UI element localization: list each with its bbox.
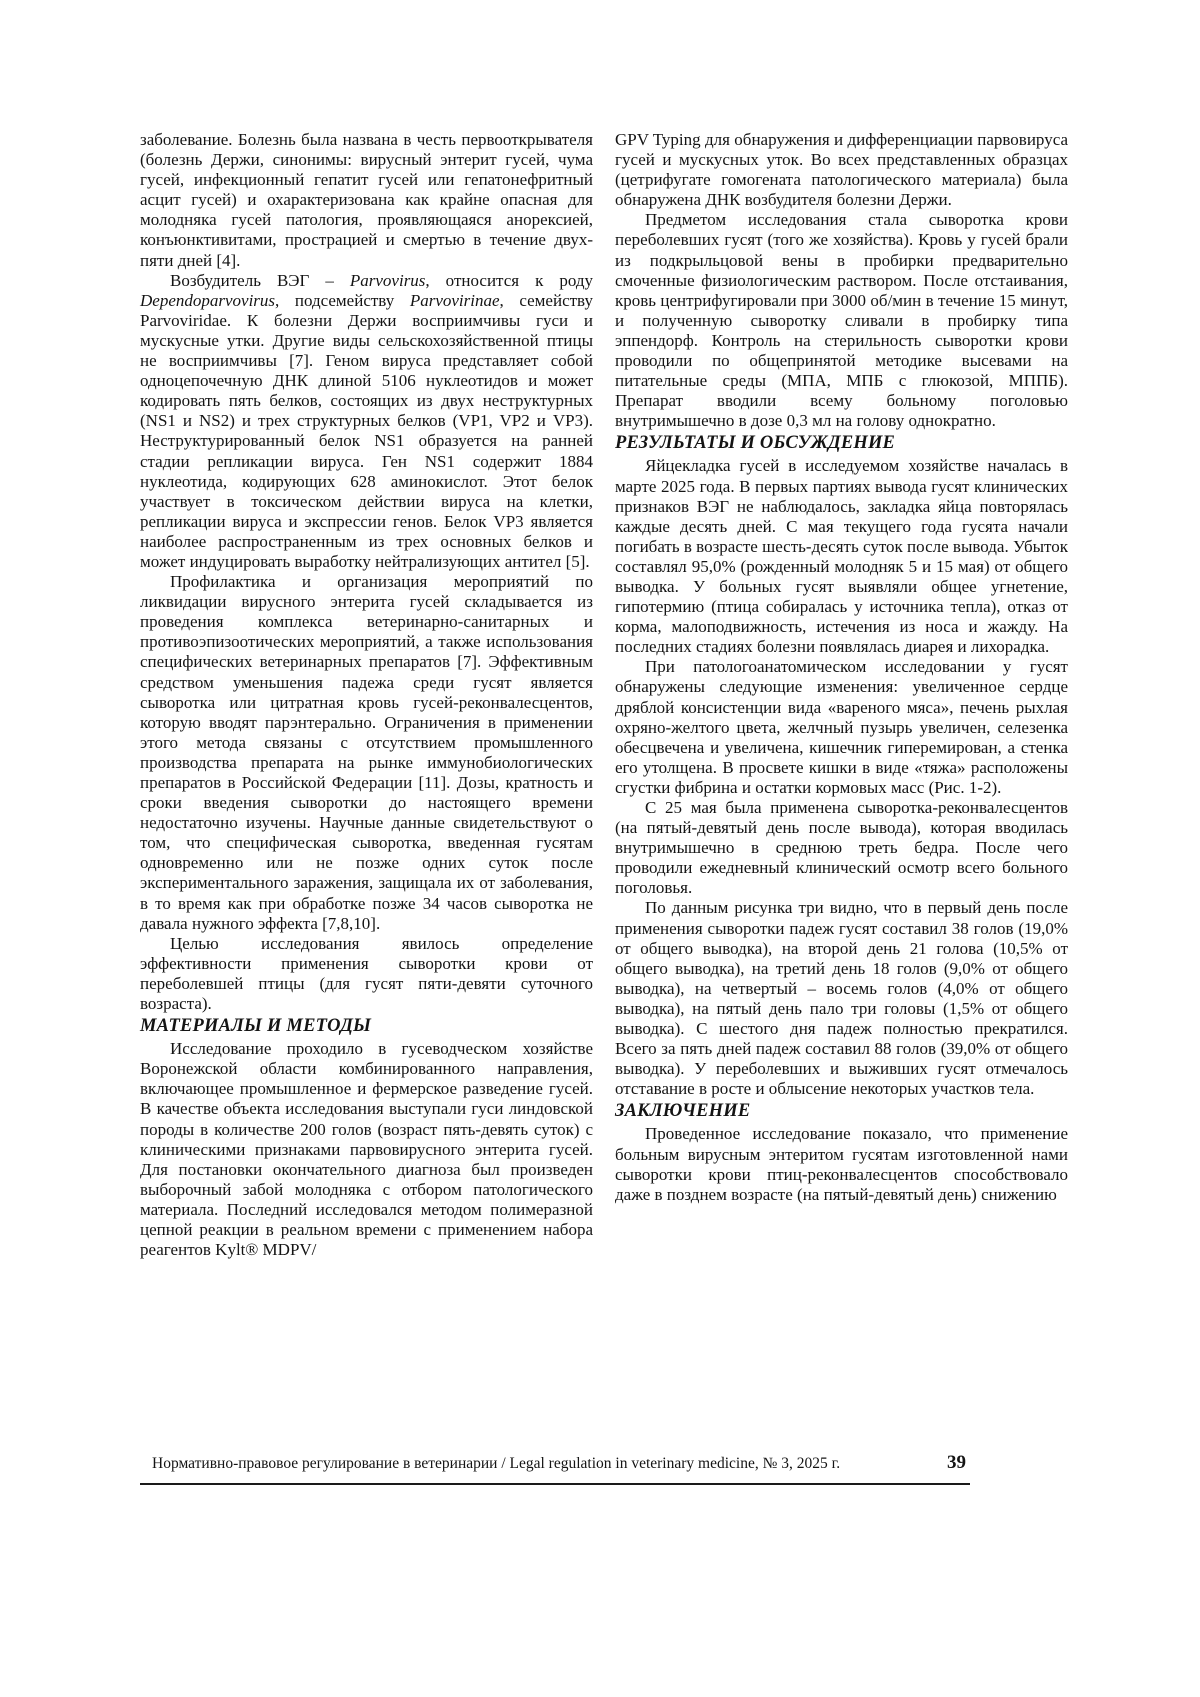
- text-run: , подсемейству: [275, 290, 410, 310]
- paragraph: Профилактика и организация мероприятий по ликвидации вирусного энтерита гусей складывается из проведения комплекса ветеринарно-санитарных и противоэпизоотических мероприятий, а также использования специфических ветеринарных препаратов [7]. Эффективным средством уменьшения падежа среди гусят является сыворотка или цитратная кровь гусей-реконвалесцентов, которую вводят парэнтерально. Ограничения в применении этого метода связаны с отсутствием промышленного производства препарата на рынке иммунобиологических препаратов в Российской Федерации [11]. Дозы, кратность и сроки введения сыворотки до настоящего времени недостаточно изучены. Научные данные свидетельствуют о том, что специфическая сыворотка, введенная гусятам одновременно или не позже одних суток после экспериментального заражения, защищала их от заболевания, в то время как при обработке позже 34 часов сыворотка не давала нужного эффекта [7,8,10].: [140, 572, 593, 933]
- latin-name-italic: Dependoparvovirus: [140, 290, 276, 310]
- paragraph: При патологоанатомическом исследовании у гусят обнаружены следующие изменения: увеличенное сердце дряблой консистенции вида «вареного мяса», печень рыхлая охряно-желтого цвета, желчный пузырь увеличен, селезенка обесцвечена и увеличена, кишечник гиперемирован, а стенка его утолщена. В просвете кишки в виде «тяжа» расположены сгустки фибрина и остатки кормовых масс (Рис. 1-2).: [615, 657, 1068, 797]
- article-body: [140, 130, 1068, 1260]
- text-run: , относится к роду: [425, 270, 593, 290]
- text-run: , семейству Parvoviridae. К болезни Держи восприимчивы гуси и мускусные утки. Другие виды сельскохозяйственной птицы не восприимчивы [7]. Геном вируса представляет собой одноцепочечную ДНК длиной 5106 нуклеотидов и может кодировать пять белков, состоящих из двух неструктурных (NS1 и NS2) и трех структурных белков (VP1, VP2 и VP3). Неструктурированный белок NS1 образуется на ранней стадии репликации вируса. Ген NS1 содержит 1884 нуклеотида, кодирующих 628 аминокислот. Этот белок участвует в токсическом действии вируса на клетки, репликации вируса и экспрессии генов. Белок VP3 является наиболее распространенным из трех основных белков и может индуцировать выработку нейтрализующих антител [5].: [140, 290, 593, 571]
- section-heading: РЕЗУЛЬТАТЫ И ОБСУЖДЕНИЕ: [615, 433, 896, 454]
- paragraph: Яйцекладка гусей в исследуемом хозяйстве началась в марте 2025 года. В первых партиях вывода гусят клинических признаков ВЭГ не наблюдалось, закладка яйца повторялась каждые десять дней. С мая текущего года гусята начали погибать в возрасте шесть-десять суток после вывода. Убыток составлял 95,0% (рожденный молодняк 5 и 15 мая) от общего выводка. У больных гусят выявляли общее угнетение, гипотермию (птица собиралась у источника тепла), отказ от корма, малоподвижность, истечения из носа и жажду. На последних стадиях болезни появлялась диарея и лихорадка.: [615, 456, 1068, 657]
- paragraph: заболевание. Болезнь была названа в честь первооткрывателя (болезнь Держи, синонимы: вирусный энтерит гусей, чума гусей, инфекционный гепатит гусей или гепатонефритный асцит гусей) и охарактеризована как крайне опасная для молодняка гусей патология, проявляющаяся анорексией, конъюнктивитами, прострацией и смертью в течение двух-пяти дней [4].: [140, 130, 593, 270]
- paragraph: По данным рисунка три видно, что в первый день после применения сыворотки падеж гусят составил 38 голов (19,0% от общего выводка), на второй день 21 голова (10,5% от общего выводка), на третий день 18 голов (9,0% от общего выводка), на четвертый – восемь голов (4,0% от общего выводка), на пятый день пало три головы (1,5% от общего выводка). С шестого дня падеж полностью прекратился. Всего за пять дней падеж составил 88 голов (39,0% от общего выводка). У переболевших и выживших гусят отмечалось отставание в росте и облысение некоторых участков тела.: [615, 898, 1068, 1099]
- paragraph: [140, 271, 593, 572]
- latin-name-italic: Parvovirus: [349, 270, 426, 290]
- section-heading: МАТЕРИАЛЫ И МЕТОДЫ: [140, 1016, 372, 1037]
- section-heading: ЗАКЛЮЧЕНИЕ: [615, 1101, 751, 1122]
- latin-name-italic: Parvovirinae: [409, 290, 500, 310]
- journal-footer-line: Нормативно-правовое регулирование в ветеринарии / Legal regulation in veterinary medicine, № 3, 2025 г.: [152, 1455, 841, 1472]
- right-column: [615, 130, 1068, 1260]
- paragraph: Предметом исследования стала сыворотка крови переболевших гусят (того же хозяйства). Кровь у гусей брали из подкрыльцовой вены в пробирки предварительно смоченные физиологическим раствором. После отстаивания, кровь центрифугировали при 3000 об/мин в течение 15 минут, и полученную сыворотку сливали в пробирку типа эппендорф. Контроль на стерильность сыворотки крови проводили по общепринятой методике высевами на питательные среды (МПА, МПБ с глюкозой, МППБ). Препарат вводили всему больному поголовью внутримышечно в дозе 0,3 мл на голову однократно.: [615, 210, 1068, 431]
- text-run: Возбудитель ВЭГ –: [170, 270, 350, 290]
- paragraph: Проведенное исследование показало, что применение больным вирусным энтеритом гусятам изготовленной нами сыворотки крови птиц-реконвалесцентов способствовало даже в позднем возрасте (на пятый-девятый день) снижению: [615, 1124, 1068, 1204]
- page-footer: [140, 1452, 970, 1485]
- paragraph: GPV Typing для обнаружения и дифференциации парвовируса гусей и мускусных уток. Во всех представленных образцах (цетрифугате гомогената патологического материала) была обнаружена ДНК возбудителя болезни Держи.: [615, 130, 1068, 210]
- left-column: [140, 130, 593, 1260]
- paragraph: Исследование проходило в гусеводческом хозяйстве Воронежской области комбинированного направления, включающее промышленное и фермерское разведение гусей. В качестве объекта исследования выступали гуси линдовской породы в количестве 200 голов (возраст пять-девять суток) с клиническими признаками парвовирусного энтерита гусей. Для постановки окончательного диагноза был произведен выборочный забой молодняка с отбором патологического материала. Последний исследовался методом полимеразной цепной реакции в реальном времени с применением набора реагентов Kylt® MDPV/: [140, 1039, 593, 1260]
- paragraph: Целью исследования явилось определение эффективности применения сыворотки крови от переболевшей птицы (для гусят пяти-девяти суточного возраста).: [140, 933, 593, 1014]
- page-number: 39: [947, 1452, 966, 1473]
- paragraph: С 25 мая была применена сыворотка-реконвалесцентов (на пятый-девятый день после вывода), которая вводилась внутримышечно в среднюю треть бедра. После чего проводили ежедневный клинический осмотр всего больного поголовья.: [615, 798, 1068, 898]
